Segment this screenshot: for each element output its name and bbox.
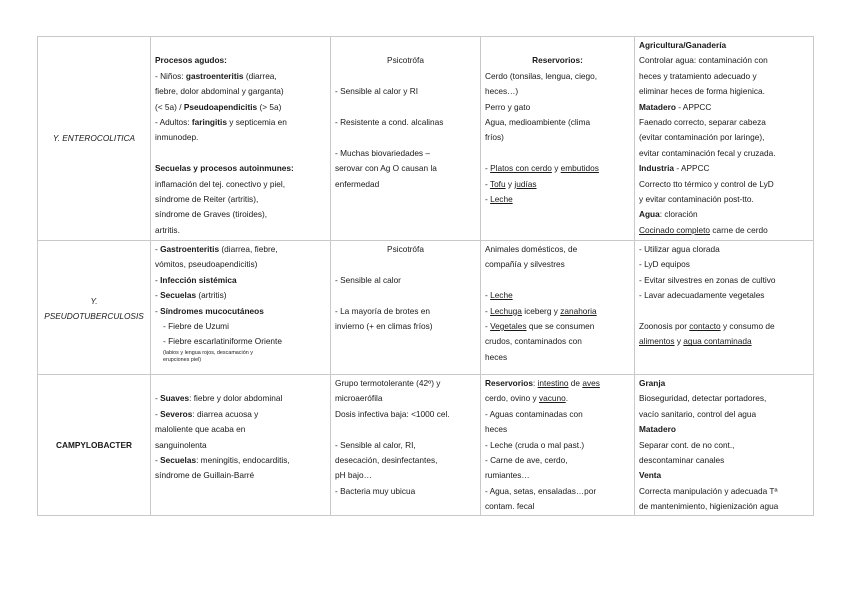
sources-line: Cerdo (tonsilas, lengua, ciego,	[485, 70, 598, 81]
control-line: - Utilizar agua clorada	[639, 244, 720, 254]
control-heading: Matadero	[639, 424, 676, 435]
traits-heading: Psicotrófa	[387, 55, 424, 66]
sources-line: - Tofu y judías	[485, 178, 537, 189]
traits-line: Dosis infectiva baja: <1000 cel.	[335, 408, 450, 419]
traits-line: - Sensible al calor	[335, 274, 401, 285]
sources-cell	[481, 241, 635, 375]
control-line: Agua: cloración	[639, 209, 698, 220]
traits-cell	[331, 241, 481, 375]
symptoms-heading: Procesos agudos:	[155, 55, 227, 66]
pathogen-name-text: Y. ENTEROCOLITICA	[52, 133, 136, 144]
control-line: Faenado correcto, separar cabeza	[639, 117, 766, 128]
sources-line: - Platos con cerdo y embutidos	[485, 163, 599, 174]
control-line: Matadero - APPCC	[639, 101, 712, 112]
symptoms-line: fiebre, dolor abdominal y garganta)	[155, 86, 284, 97]
symptoms-cell	[151, 375, 331, 516]
traits-line: - Bacteria muy ubicua	[335, 485, 416, 496]
traits-line: enfermedad	[335, 178, 380, 189]
control-line: Correcta manipulación y adecuada Tª	[639, 485, 778, 496]
row-y-enterocolitica	[38, 37, 814, 241]
symptoms-line: artritis.	[155, 224, 180, 235]
control-cell	[635, 375, 814, 516]
symptoms-line: sanguinolenta	[155, 439, 207, 450]
traits-line: - Sensible al calor, RI,	[335, 439, 416, 450]
control-line: Zoonosis por contacto y consumo de	[639, 321, 775, 332]
pathogen-name-text: Y.	[90, 296, 98, 307]
symptoms-line: inmunodep.	[155, 132, 199, 143]
control-heading: Venta	[639, 470, 662, 481]
symptoms-line: - Adultos: faringitis y septicemia en	[155, 117, 287, 128]
traits-line: - La mayoría de brotes en	[335, 305, 431, 316]
sources-line: - Agua, setas, ensaladas…por	[485, 485, 597, 496]
symptoms-line: - Secuelas: meningitis, endocarditis,	[155, 455, 290, 466]
control-line: Bioseguridad, detectar portadores,	[639, 393, 767, 404]
row-campylobacter	[38, 375, 814, 516]
sources-cell	[481, 37, 635, 241]
sources-line: - Lechuga iceberg y zanahoria	[485, 305, 597, 316]
traits-line: - Resistente a cond. alcalinas	[335, 116, 444, 127]
sources-heading: Reservorios:	[532, 55, 583, 66]
symptoms-line: - Síndromes mucocutáneos	[155, 305, 264, 316]
symptoms-note: (labios y lengua rojos, descamación y	[163, 349, 253, 356]
symptoms-line: - Gastroenteritis (diarrea, fiebre,	[155, 244, 278, 254]
control-line: (evitar contaminación por laringe),	[639, 132, 765, 143]
sources-line: - Carne de ave, cerdo,	[485, 455, 568, 466]
control-line: evitar contaminación fecal y cruzada.	[639, 147, 776, 158]
control-line: Controlar agua: contaminación con	[639, 55, 768, 66]
pathogen-table	[37, 36, 814, 516]
symptoms-line: inflamación del tej. conectivo y piel,	[155, 178, 286, 189]
symptoms-line: maloliente que acaba en	[155, 424, 246, 435]
control-line: Separar cont. de no cont.,	[639, 439, 735, 450]
symptoms-cell	[151, 241, 331, 375]
control-line: Industria - APPCC	[639, 163, 710, 174]
pathogen-name-text: CAMPYLOBACTER	[55, 439, 133, 450]
symptoms-line: - Secuelas (artritis)	[155, 290, 227, 301]
sources-line: heces…)	[485, 86, 519, 97]
control-line: vacío sanitario, control del agua	[639, 408, 757, 419]
control-line: - Lavar adecuadamente vegetales	[639, 290, 765, 301]
sources-line: rumiantes…	[485, 470, 530, 481]
pathogen-name	[38, 241, 151, 375]
symptoms-line: - Fiebre de Uzumi	[163, 321, 229, 332]
sources-line: fríos)	[485, 132, 504, 143]
symptoms-line: - Severos: diarrea acuosa y	[155, 408, 259, 419]
sources-line: - Vegetales que se consumen	[485, 321, 595, 332]
sources-line: contam. fecal	[485, 501, 535, 512]
control-line: Cocinado completo carne de cerdo	[639, 224, 768, 235]
control-line: - Evitar silvestres en zonas de cultivo	[639, 274, 776, 285]
symptoms-line: síndrome de Graves (tiroides),	[155, 209, 268, 220]
symptoms-line: - Niños: gastroenteritis (diarrea,	[155, 70, 277, 81]
sources-cell	[481, 375, 635, 516]
sources-line: Reservorios: intestino de aves	[485, 378, 600, 388]
control-line: eliminar heces de forma higienica.	[639, 86, 765, 97]
traits-heading: Psicotrófa	[387, 244, 424, 254]
row-y-pseudotuberculosis	[38, 241, 814, 375]
control-heading: Granja	[639, 378, 666, 388]
control-line: - LyD equipos	[639, 259, 690, 270]
traits-line: pH bajo…	[335, 470, 372, 481]
traits-cell	[331, 37, 481, 241]
traits-line: desecación, desinfectantes,	[335, 455, 438, 466]
traits-line: Grupo termotolerante (42º) y	[335, 378, 441, 388]
symptoms-line: (< 5a) / Pseudoapendicitis (> 5a)	[155, 101, 282, 112]
sources-line: compañía y silvestres	[485, 259, 565, 270]
control-heading: Agricultura/Ganadería	[639, 40, 727, 50]
control-line: alimentos y agua contaminada	[639, 336, 752, 347]
sources-line: - Leche	[485, 194, 513, 205]
control-line: de mantenimiento, higienización agua	[639, 501, 779, 512]
symptoms-line: síndrome de Reiter (artritis),	[155, 194, 259, 205]
control-line: y evitar contaminación post-tto.	[639, 194, 754, 205]
control-cell	[635, 241, 814, 375]
symptoms-cell	[151, 37, 331, 241]
sources-line: cerdo, ovino y vacuno.	[485, 393, 569, 404]
symptoms-note: erupciones piel)	[163, 357, 202, 364]
traits-line: - Sensible al calor y RI	[335, 86, 419, 97]
pathogen-name	[38, 375, 151, 516]
control-cell	[635, 37, 814, 241]
control-line: descontaminar canales	[639, 455, 725, 466]
traits-line: microaerófila	[335, 393, 383, 404]
sources-line: - Aguas contaminadas con	[485, 408, 583, 419]
sources-line: heces	[485, 351, 508, 362]
symptoms-heading: Secuelas y procesos autoinmunes:	[155, 163, 294, 174]
traits-line: - Muchas biovariedades –	[335, 147, 431, 158]
traits-cell	[331, 375, 481, 516]
sources-line: Animales domésticos, de	[485, 244, 578, 254]
symptoms-line: - Infección sistémica	[155, 274, 237, 285]
sources-line: crudos, contaminados con	[485, 336, 582, 347]
symptoms-line: - Suaves: fiebre y dolor abdominal	[155, 393, 283, 404]
control-line: Correcto tto térmico y control de LyD	[639, 178, 774, 189]
pathogen-name	[38, 37, 151, 241]
symptoms-line: - Fiebre escarlatiniforme Oriente	[163, 336, 282, 347]
symptoms-line: síndrome de Guillain-Barré	[155, 470, 255, 481]
control-line: heces y tratamiento adecuado y	[639, 70, 757, 81]
sources-line: - Leche (cruda o mal past.)	[485, 439, 585, 450]
symptoms-line: vómitos, pseudoapendicitis)	[155, 259, 258, 270]
traits-line: serovar con Ag O causan la	[335, 163, 437, 174]
sources-line: - Leche	[485, 290, 513, 301]
sources-line: Agua, medioambiente (clima	[485, 117, 591, 128]
sources-line: heces	[485, 424, 508, 435]
pathogen-name-text: PSEUDOTUBERCULOSIS	[44, 310, 144, 321]
sources-line: Perro y gato	[485, 101, 531, 112]
traits-line: invierno (+ en climas fríos)	[335, 321, 433, 331]
